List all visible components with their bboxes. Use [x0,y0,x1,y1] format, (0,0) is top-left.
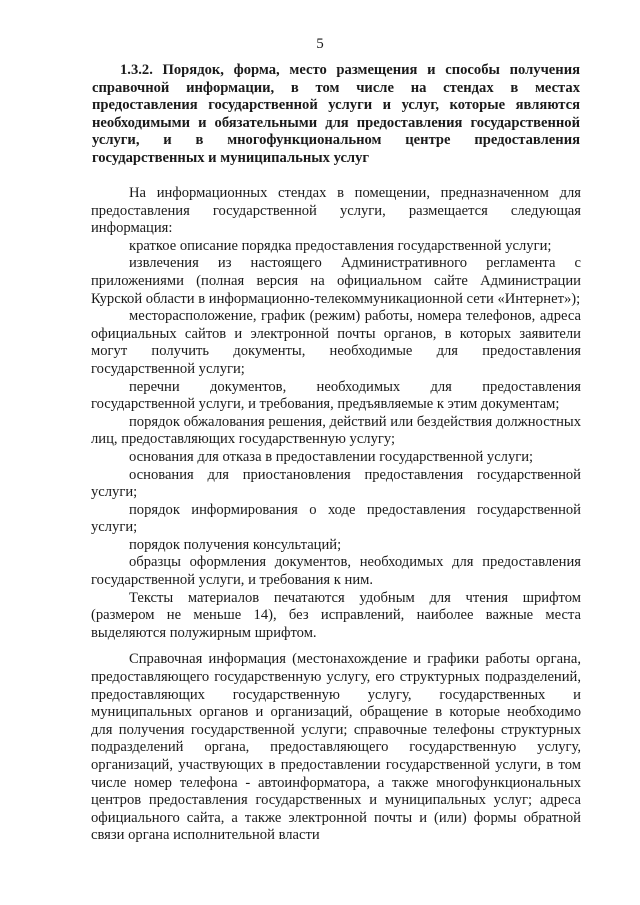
list-item-document-samples: образцы оформления документов, необходимых для предоставления государственной услуги, и требования к ним. [91,554,581,589]
paragraph-reference-info: Справочная информация (местонахождение и графики работы органа, предоставляющего государственную услугу, его структурных подразделений, предоставляющих государственную услугу, государственных и муниципальных органов и организаций, обращение в которые необходимо для получения государственной услуги; справочные телефоны структурных подразделений органа, предоставляющего государственную услугу, организаций, участвующих в предоставлении государственной услуги, в том числе номер телефона - автоинформатора, а также многофункциональных центров предоставления государственных и муниципальных услуг; адреса официального сайта, а также электронной почты и (или) формы обратной связи органа исполнительной власти [91,651,581,844]
list-item-progress-info: порядок информирования о ходе предоставления государственной услуги; [91,501,581,536]
list-item-document-lists: перечни документов, необходимых для предоставления государственной услуги, и требования, предъявляемые к этим документам; [91,378,581,413]
document-body [91,185,581,845]
list-item-description: краткое описание порядка предоставления государственной услуги; [129,237,552,254]
list-item-suspension-grounds: основания для приостановления предоставления государственной услуги; [91,466,581,501]
list-item-location-schedule: месторасположение, график (режим) работы, номера телефонов, адреса официальных сайтов и электронной почты органов, в которых заявители могут получить документы, необходимые для предоставления государственной услуги; [91,308,581,377]
page-number: 5 [316,36,324,52]
paragraph-intro: На информационных стендах в помещении, предназначенном для предоставления государственной услуги, размещается следующая информация: [91,185,581,237]
list-item-consultations: порядок получения консультаций; [129,536,342,553]
section-heading: 1.3.2. Порядок, форма, место размещения и способы получения справочной информации, в том числе на стендах в местах предоставления государственной услуги и услуг, которые являются необходимыми и обязательными для предоставления государственной услуги, и в многофункциональном центре предоставления государственных и муниципальных услуг [92,62,580,166]
list-item-refusal-grounds: основания для отказа в предоставлении государственной услуги; [129,448,534,465]
paragraph-font-requirements: Тексты материалов печатаются удобным для чтения шрифтом (размером не меньше 14), без исправлений, наиболее важные места выделяются полужирным шрифтом. [91,589,581,641]
list-item-appeal-procedure: порядок обжалования решения, действий или бездействия должностных лиц, предоставляющих государственную услугу; [91,413,581,448]
list-item-regulation-extracts: извлечения из настоящего Административного регламента с приложениями (полная версия на официальном сайте Администрации Курской области в информационно-телекоммуникационной сети «Интернет»); [91,255,581,307]
